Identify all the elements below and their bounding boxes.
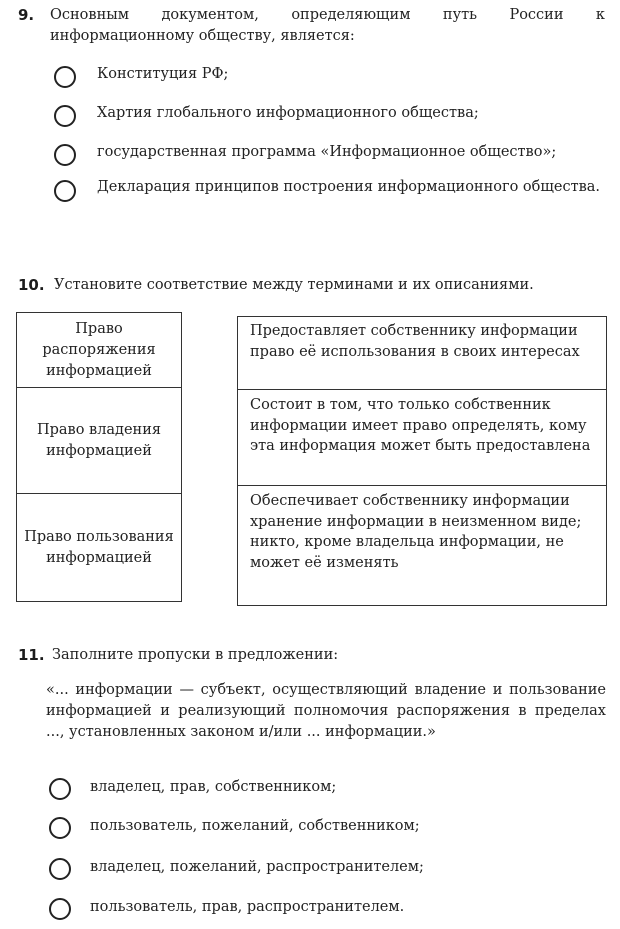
q9-option-3-label: государственная программа «Информационное общество»;: [97, 144, 557, 160]
descriptions-table: [237, 316, 607, 606]
q9-option-2-label: Хартия глобального информационного общества;: [97, 105, 479, 121]
q9-option-1-label: Конституция РФ;: [97, 66, 229, 82]
description-3[interactable]: Обеспечивает собственнику информации хранение информации в неизменном виде; никто, кроме владельца информации, не может её изменять: [250, 493, 582, 571]
q11-option-4-label: пользователь, прав, распространителем.: [90, 899, 405, 915]
descriptions-divider-1: [238, 389, 606, 390]
question-11-text: Заполните пропуски в предложении:: [52, 647, 339, 663]
q11-option-3-radio[interactable]: [49, 858, 71, 880]
terms-divider-2: [17, 493, 181, 494]
question-9-text: Основным документом, определяющим путь России к информационному обществу, является:: [50, 7, 605, 44]
description-1[interactable]: Предоставляет собственнику информации право её использования в своих интересах: [250, 323, 580, 360]
question-10-text: Установите соответствие между терминами и их описаниями.: [54, 277, 534, 293]
term-1[interactable]: Право распоряжения информацией: [42, 320, 156, 379]
q9-option-4-label: Декларация принципов построения информационного общества.: [97, 179, 601, 195]
description-2[interactable]: Состоит в том, что только собственник информации имеет право определять, кому эта информация может быть предоставлена: [250, 397, 591, 454]
term-3[interactable]: Право пользования информацией: [24, 529, 174, 566]
question-11-number: 11.: [18, 646, 45, 664]
q9-option-2-radio[interactable]: [54, 105, 76, 127]
q11-option-3-label: владелец, пожеланий, распространителем;: [90, 859, 424, 875]
terms-divider-1: [17, 387, 181, 388]
q11-option-1-radio[interactable]: [49, 778, 71, 800]
question-10-number: 10.: [18, 276, 45, 294]
q9-option-1-radio[interactable]: [54, 66, 76, 88]
q9-option-4-radio[interactable]: [54, 180, 76, 202]
terms-table: [16, 312, 182, 602]
q9-option-3-radio[interactable]: [54, 144, 76, 166]
q11-option-2-label: пользователь, пожеланий, собственником;: [90, 818, 420, 834]
descriptions-divider-2: [238, 485, 606, 486]
q11-option-1-label: владелец, прав, собственником;: [90, 779, 337, 795]
question-9-number: 9.: [18, 6, 35, 24]
term-2[interactable]: Право владения информацией: [36, 422, 162, 459]
question-11-quote: «... информации — субъект, осуществляющий владение и пользование информацией и реализующий полномочия распоряжения в пределах ..., установленных законом и/или ... информации.»: [46, 682, 606, 740]
q11-option-4-radio[interactable]: [49, 898, 71, 920]
q11-option-2-radio[interactable]: [49, 817, 71, 839]
